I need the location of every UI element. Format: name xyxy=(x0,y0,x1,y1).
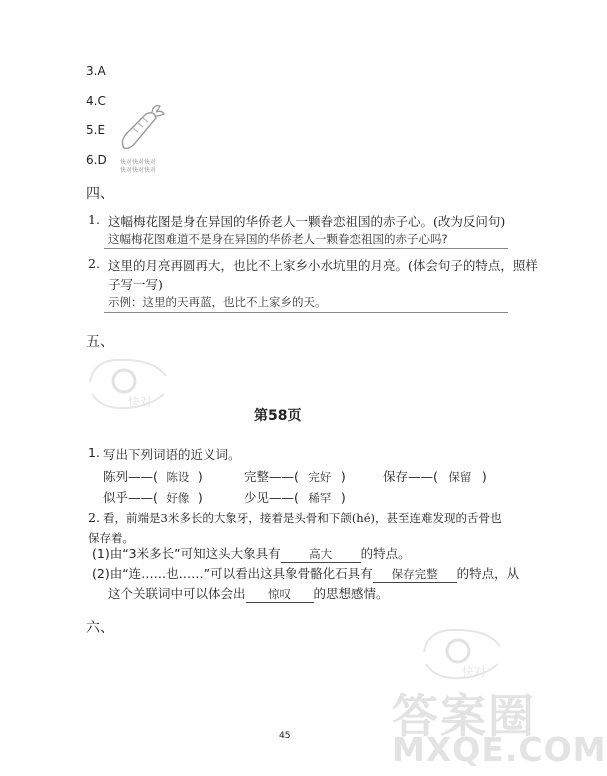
answer-5: 5.E xyxy=(86,123,106,137)
q58-2-sub1 xyxy=(92,544,411,563)
watermark-text-cn: 答案圈 xyxy=(392,689,536,743)
synonym-close: ) xyxy=(340,490,346,505)
section-4-label: 四、 xyxy=(86,186,114,202)
stamp-text-1: 快对快对快对 xyxy=(120,159,157,166)
synonym-answer: 保留 xyxy=(448,470,472,484)
synonym-item xyxy=(244,488,346,506)
section-5-label: 五、 xyxy=(86,334,114,350)
sub3-answer: 惊叹 xyxy=(246,586,314,603)
q58-1-number: 1. xyxy=(88,445,100,460)
synonym-word: 似乎——( xyxy=(103,490,158,505)
answer-line xyxy=(104,312,508,313)
q4-2-text-line2: 子写一写) xyxy=(108,277,163,292)
q4-1-number: 1. xyxy=(88,212,100,227)
sub3-prefix: 这个关联词中可以体会出 xyxy=(108,586,246,601)
carrot-icon xyxy=(116,102,166,154)
q58-2-sub2 xyxy=(92,564,519,583)
q58-2-text-line1: 看，前端是3米多长的大象牙，接着是头骨和下颌(hé)，甚至连难发现的舌骨也 xyxy=(103,511,502,525)
q58-1-prompt: 写出下列词语的近义词。 xyxy=(103,447,241,462)
q4-2-answer: 示例：这里的天再蓝，也比不上家乡的天。 xyxy=(108,295,327,309)
synonym-close: ) xyxy=(481,469,487,484)
q4-1-answer: 这幅梅花图难道不是身在异国的华侨老人一颗眷恋祖国的赤子心吗? xyxy=(108,232,448,246)
q4-2-number: 2. xyxy=(88,256,100,271)
synonym-close: ) xyxy=(197,490,203,505)
answer-6: 6.D xyxy=(86,153,107,167)
section-6-label: 六、 xyxy=(86,620,114,636)
sub1-prefix: (1)由“3米多长”可知这头大象具有 xyxy=(92,546,281,561)
answer-3: 3.A xyxy=(86,64,106,78)
synonym-item xyxy=(244,467,346,485)
svg-text:快对: 快对 xyxy=(462,665,487,679)
sub2-answer: 保存完整 xyxy=(373,566,457,583)
q4-2-text-line1: 这里的月亮再圆再大，也比不上家乡小水坑里的月亮。(体会句子的特点，照样 xyxy=(108,258,538,273)
synonym-word: 完整——( xyxy=(244,469,299,484)
page-title: 第58页 xyxy=(254,408,302,424)
answer-4: 4.C xyxy=(86,94,106,108)
synonym-word: 少见——( xyxy=(244,490,299,505)
synonym-word: 保存——( xyxy=(383,469,438,484)
synonym-item xyxy=(103,467,203,485)
synonym-word: 陈列——( xyxy=(103,469,158,484)
synonym-answer: 稀罕 xyxy=(308,491,332,505)
synonym-answer: 好像 xyxy=(166,491,190,505)
sub1-suffix: 的特点。 xyxy=(360,546,411,561)
synonym-item xyxy=(383,467,487,485)
sub3-suffix: 的思想感情。 xyxy=(313,586,389,601)
stamp-text-2: 快对快对快对 xyxy=(120,167,157,174)
q58-2-text-line2: 保存着。 xyxy=(88,531,134,545)
watermark-text-en: MXQE.COM xyxy=(392,730,607,769)
q58-2-number: 2. xyxy=(88,510,100,525)
sub2-suffix: 的特点，从 xyxy=(456,566,520,581)
synonym-answer: 完好 xyxy=(308,470,332,484)
sub1-answer: 高大 xyxy=(281,546,361,563)
synonym-answer: 陈设 xyxy=(166,470,190,484)
watermark-logo-icon xyxy=(418,624,508,684)
q58-2-sub3 xyxy=(108,584,389,603)
page-number: 45 xyxy=(279,731,291,741)
synonym-close: ) xyxy=(197,469,203,484)
answer-line xyxy=(104,248,508,249)
watermark-logo-icon xyxy=(84,354,174,414)
q4-1-text: 这幅梅花图是身在异国的华侨老人一颗眷恋祖国的赤子心。(改为反问句) xyxy=(108,214,506,229)
sub2-prefix: (2)由“连……也……”可以看出这具象骨骼化石具有 xyxy=(92,566,373,581)
synonym-close: ) xyxy=(340,469,346,484)
svg-text:快对: 快对 xyxy=(128,395,153,409)
synonym-item xyxy=(103,488,203,506)
